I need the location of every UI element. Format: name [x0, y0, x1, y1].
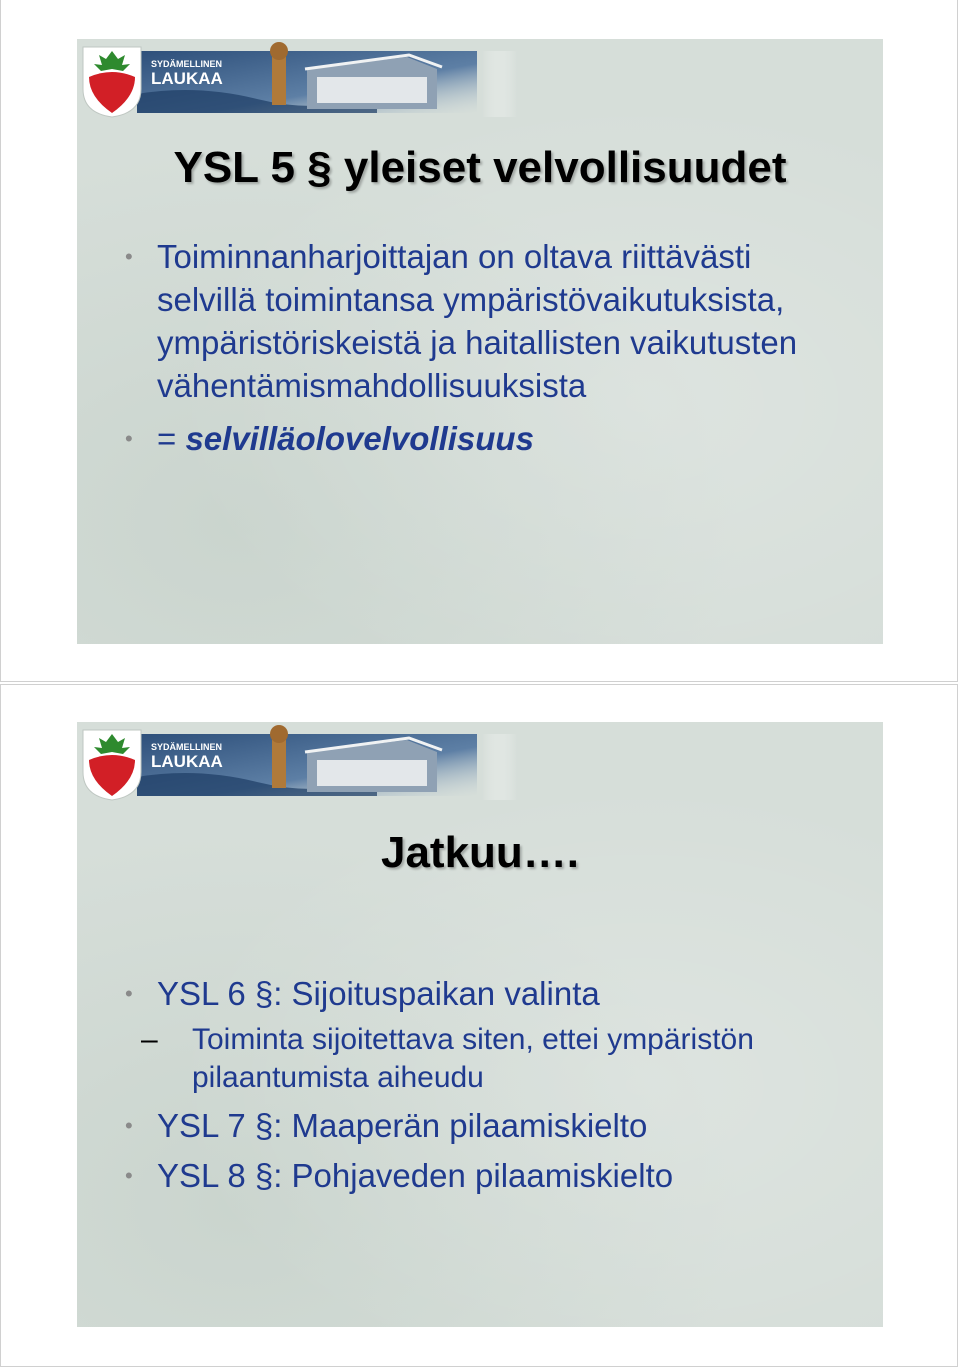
- bullet-prefix: =: [157, 420, 186, 457]
- bullet-text: YSL 8 §: Pohjaveden pilaamiskielto: [157, 1157, 674, 1194]
- header-banner: [77, 722, 517, 802]
- header-banner: [77, 39, 517, 119]
- slide-1: [77, 39, 883, 644]
- bullet-text: Toiminnanharjoittajan on oltava riittävästi selvillä toimintansa ympäristövaikutuksista, ympäristöriskeistä ja haitallisten vaikutusten vähentämismahdollisuuksista: [157, 238, 798, 404]
- bullet-list: [125, 235, 853, 460]
- slide-2: [77, 722, 883, 1327]
- bullet-item: [125, 1104, 853, 1147]
- logo-text-top: SYDÄMELLINEN: [151, 59, 223, 69]
- slide-title: Jatkuu….: [380, 828, 580, 877]
- sub-bullet-dash: –: [141, 1023, 158, 1056]
- bullet-item: [125, 235, 853, 407]
- bullet-item: [125, 1154, 853, 1197]
- logo-text-top: SYDÄMELLINEN: [151, 742, 223, 752]
- laukaa-coat-of-arms-icon: [83, 47, 141, 117]
- logo-text-main: LAUKAA: [151, 69, 223, 88]
- logo-text-main: LAUKAA: [151, 752, 223, 771]
- sub-bullet-text: Toiminta sijoitettava siten, ettei ympäristön pilaantumista aiheudu: [192, 1023, 754, 1094]
- bullet-item: [125, 417, 853, 460]
- bullet-text: YSL 7 §: Maaperän pilaamiskielto: [157, 1107, 648, 1144]
- slide-title: YSL 5 § yleiset velvollisuudet: [173, 143, 787, 192]
- bullet-item: [125, 972, 853, 1015]
- bullet-list: [125, 972, 853, 1197]
- bullet-text: YSL 6 §: Sijoituspaikan valinta: [157, 975, 600, 1012]
- laukaa-coat-of-arms-icon: [83, 730, 141, 800]
- sub-bullet-item: [125, 1021, 853, 1097]
- bullet-emphasis: selvilläolovelvollisuus: [185, 420, 534, 457]
